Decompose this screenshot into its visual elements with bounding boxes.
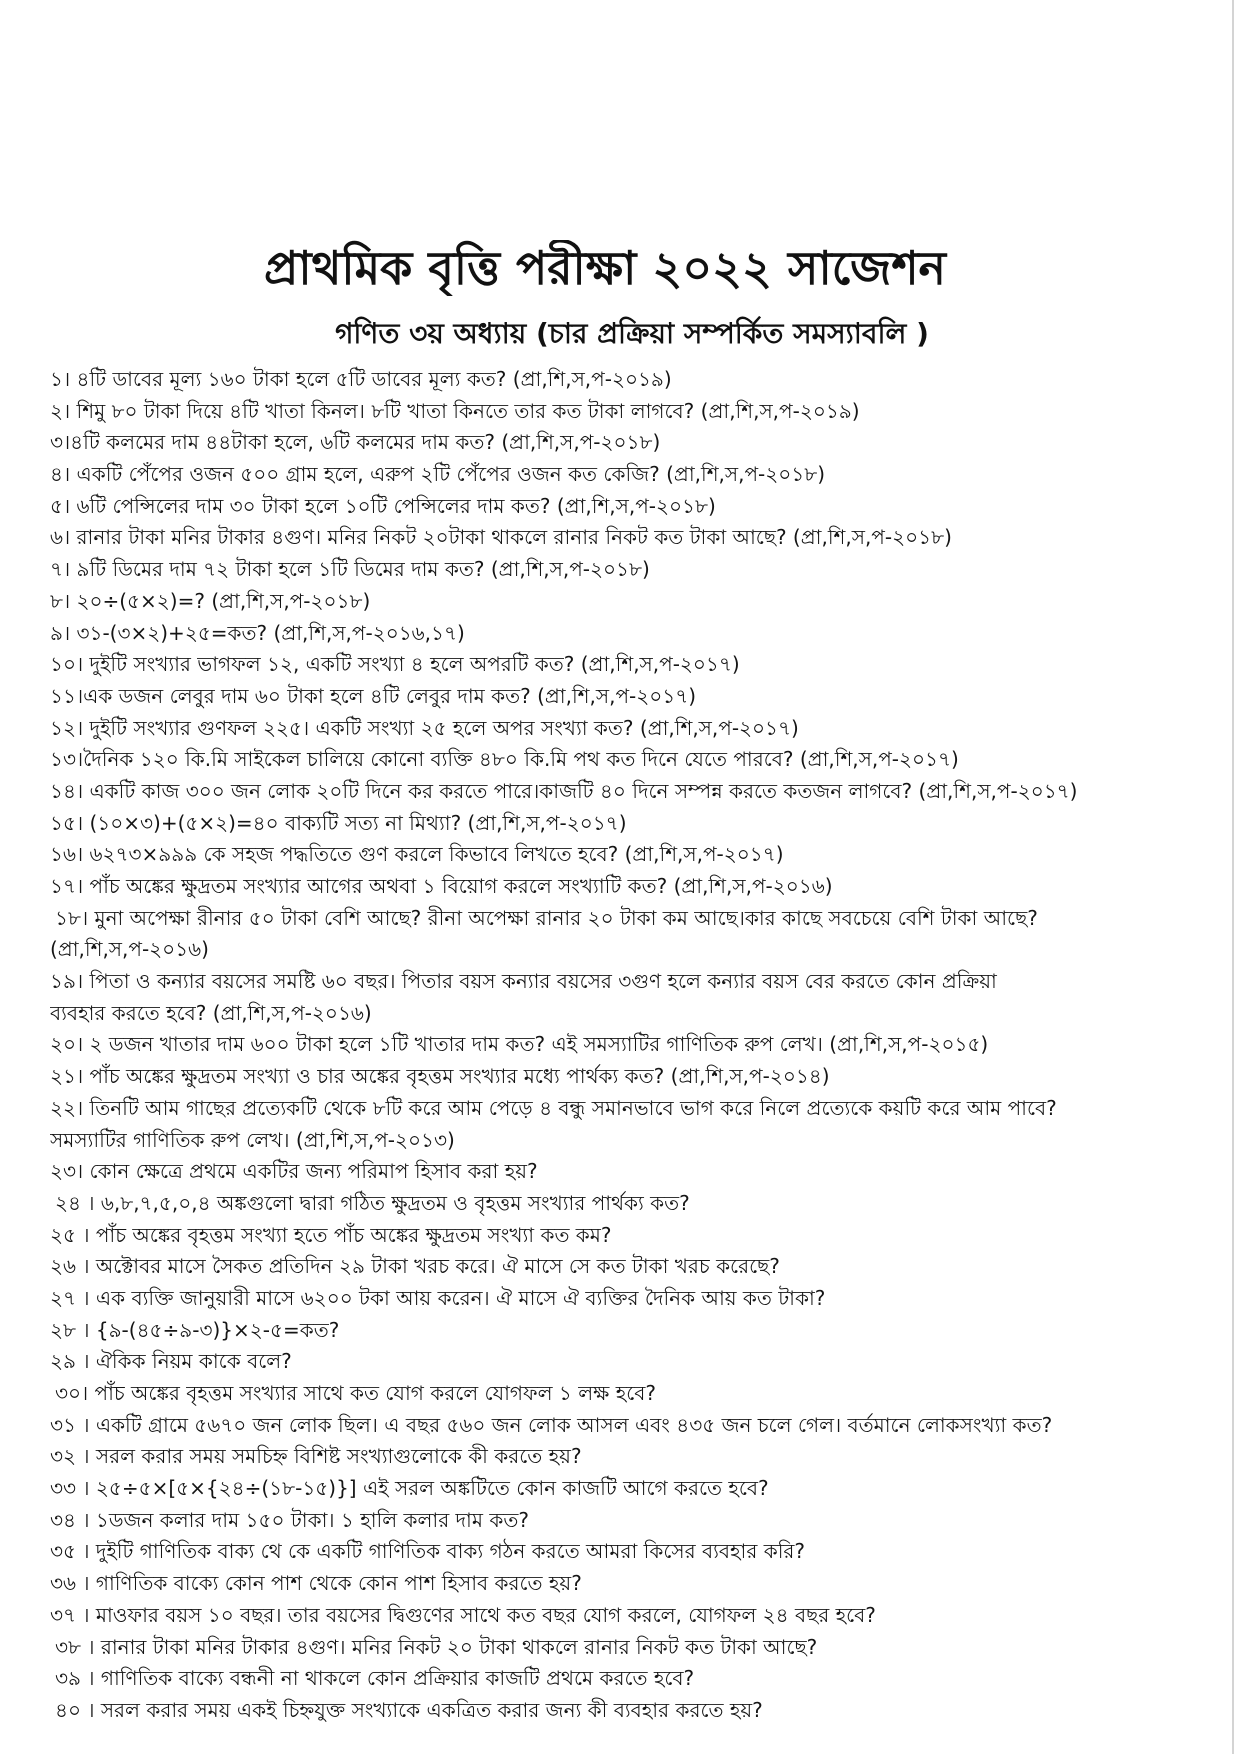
question-12 (50, 713, 1210, 745)
question-line: ৫। ৬টি পেন্সিলের দাম ৩০ টাকা হলে ১০টি পেন্সিলের দাম কত? (প্রা,শি,স,প-২০১৮) (50, 493, 716, 518)
question-35 (50, 1536, 1210, 1568)
question-line: ৩৪ । ১ডজন কলার দাম ১৫০ টাকা। ১ হালি কলার দাম কত? (50, 1507, 529, 1532)
question-line: ১২। দুইটি সংখ্যার গুণফল ২২৫। একটি সংখ্যা ২৫ হলে অপর সংখ্যা কত? (প্রা,শি,স,প-২০১৭) (50, 715, 799, 740)
question-line: ৬। রানার টাকা মনির টাকার ৪গুণ। মনির নিকট ২০টাকা থাকলে রানার নিকট কত টাকা আছে? (প্রা,শি,স,প-২০১৮) (50, 525, 952, 550)
question-25 (50, 1220, 1210, 1252)
page-subtitle: গণিত ৩য় অধ্যায় (চার প্রক্রিয়া সম্পর্কিত সমস্যাবলি ) (335, 317, 929, 350)
question-23 (50, 1156, 1210, 1188)
question-9 (50, 618, 1210, 650)
scan-edge-line (1232, 0, 1234, 1754)
question-21 (50, 1061, 1210, 1093)
question-3 (50, 427, 1210, 459)
question-2 (50, 396, 1210, 428)
question-20 (50, 1029, 1210, 1061)
question-36 (50, 1568, 1210, 1600)
question-26 (50, 1251, 1210, 1283)
question-line: ৩৫ । দুইটি গাণিতিক বাক্য থে কে একটি গাণিতিক বাক্য গঠন করতে আমরা কিসের ব্যবহার করি? (50, 1539, 806, 1564)
question-24 (50, 1188, 1210, 1220)
question-line: ২৮ । {৯-(৪৫÷৯-৩)}×২-৫=কত? (50, 1317, 340, 1342)
question-5 (50, 491, 1210, 523)
question-line: ৮। ২০÷(৫×২)=? (প্রা,শি,স,প-২০১৮) (50, 588, 371, 613)
question-4 (50, 459, 1210, 491)
question-11 (50, 681, 1210, 713)
question-line: ২৪ । ৬,৮,৭,৫,০,৪ অঙ্কগুলো দ্বারা গঠিত ক্ষুদ্রতম ও বৃহত্তম সংখ্যার পার্থক্য কত? (55, 1190, 690, 1215)
question-19 (50, 966, 1210, 1029)
question-line-continued: ব্যবহার করতে হবে? (প্রা,শি,স,প-২০১৬) (50, 1000, 372, 1025)
question-line: ৪। একটি পেঁপের ওজন ৫০০ গ্রাম হলে, এরুপ ২টি পেঁপের ওজন কত কেজি? (প্রা,শি,স,প-২০১৮) (50, 462, 826, 487)
question-39 (50, 1663, 1210, 1695)
question-line: ২৭ । এক ব্যক্তি জানুয়ারী মাসে ৬২০০ টকা আয় করেন। ঐ মাসে ঐ ব্যক্তির দৈনিক আয় কত টাকা? (50, 1285, 826, 1310)
question-10 (50, 649, 1210, 681)
question-13 (50, 744, 1210, 776)
question-17 (50, 871, 1210, 903)
question-38 (50, 1632, 1210, 1664)
question-line: ২০। ২ ডজন খাতার দাম ৬০০ টাকা হলে ১টি খাতার দাম কত? এই সমস্যাটির গাণিতিক রুপ লেখ। (প্রা,শি,স,প-২০১৫) (50, 1032, 989, 1057)
question-line: ২। শিমু ৮০ টাকা দিয়ে ৪টি খাতা কিনল। ৮টি খাতা কিনতে তার কত টাকা লাগবে? (প্রা,শি,স,প-২০১৯) (50, 398, 860, 423)
question-line: ২৬ । অক্টোবর মাসে সৈকত প্রতিদিন ২৯ টাকা খরচ করে। ঐ মাসে সে কত টাকা খরচ করেছে? (50, 1254, 780, 1279)
page-title: প্রাথমিক বৃত্তি পরীক্ষা ২০২২ সাজেশন (263, 241, 947, 295)
question-line: ৩।৪টি কলমের দাম ৪৪টাকা হলে, ৬টি কলমের দাম কত? (প্রা,শি,স,প-২০১৮) (50, 430, 661, 455)
question-34 (50, 1505, 1210, 1537)
question-line: ৩৭ । মাওফার বয়স ১০ বছর। তার বয়সের দ্বিগুণের সাথে কত বছর যোগ করলে, যোগফল ২৪ বছর হবে? (50, 1602, 876, 1627)
question-line: ৩৩ । ২৫÷৫×[৫×{২৪÷(১৮-১৫)}] এই সরল অঙ্কটিতে কোন কাজটি আগে করতে হবে? (50, 1476, 769, 1501)
question-line: ২৯ । ঐকিক নিয়ম কাকে বলে? (50, 1349, 292, 1374)
question-8 (50, 586, 1210, 618)
question-line: ১৮। মুনা অপেক্ষা রীনার ৫০ টাকা বেশি আছে? রীনা অপেক্ষা রানার ২০ টাকা কম আছে।কার কাছে সবচেয়ে বেশি টাকা আছে? (55, 905, 1038, 930)
question-line: ১৭। পাঁচ অঙ্কের ক্ষুদ্রতম সংখ্যার আগের অথবা ১ বিয়োগ করলে সংখ্যাটি কত? (প্রা,শি,স,প-২০১৬) (50, 874, 833, 898)
question-line: ১৬। ৬২৭৩×৯৯৯ কে সহজ পদ্ধতিতে গুণ করলে কিভাবে লিখতে হবে? (প্রা,শি,স,প-২০১৭) (50, 842, 784, 867)
question-31 (50, 1410, 1210, 1442)
question-14 (50, 776, 1210, 808)
question-37 (50, 1600, 1210, 1632)
question-28 (50, 1315, 1210, 1347)
question-15 (50, 808, 1210, 840)
question-line: ৩২ । সরল করার সময় সমচিহ্ন বিশিষ্ট সংখ্যাগুলোকে কী করতে হয়? (50, 1444, 582, 1469)
question-22 (50, 1093, 1210, 1156)
question-line: ৯। ৩১-(৩×২)+২৫=কত? (প্রা,শি,স,প-২০১৬,১৭) (50, 620, 465, 645)
question-line: ৩৬ । গাণিতিক বাক্যে কোন পাশ থেকে কোন পাশ হিসাব করতে হয়? (50, 1571, 582, 1596)
question-16 (50, 839, 1210, 871)
question-1 (50, 364, 1210, 396)
question-line: ২২। তিনটি আম গাছের প্রত্যেকটি থেকে ৮টি করে আম পেড়ে ৪ বন্ধু সমানভাবে ভাগ করে নিলে প্রত্যেকে কয়টি করে আম পাবে? (50, 1095, 1057, 1120)
question-27 (50, 1283, 1210, 1315)
question-line: ২৫ । পাঁচ অঙ্কের বৃহত্তম সংখ্যা হতে পাঁচ অঙ্কের ক্ষুদ্রতম সংখ্যা কত কম? (50, 1222, 612, 1247)
question-6 (50, 522, 1210, 554)
question-29 (50, 1346, 1210, 1378)
question-33 (50, 1473, 1210, 1505)
question-line-continued: সমস্যাটির গাণিতিক রুপ লেখ। (প্রা,শি,স,প-২০১৩) (50, 1127, 455, 1152)
question-line-continued: (প্রা,শি,স,প-২০১৬) (50, 937, 209, 962)
question-list (50, 364, 1210, 1727)
question-line: ৩০। পাঁচ অঙ্কের বৃহত্তম সংখ্যার সাথে কত যোগ করলে যোগফল ১ লক্ষ হবে? (55, 1381, 657, 1405)
question-40 (50, 1695, 1210, 1727)
question-line: ২১। পাঁচ অঙ্কের ক্ষুদ্রতম সংখ্যা ও চার অঙ্কের বৃহত্তম সংখ্যার মধ্যে পার্থক্য কত? (প্রা,শি,স,প-২০১৪) (50, 1064, 830, 1089)
question-line: ২৩। কোন ক্ষেত্রে প্রথমে একটির জন্য পরিমাপ হিসাব করা হয়? (50, 1159, 538, 1184)
question-line: ১৩।দৈনিক ১২০ কি.মি সাইকেল চালিয়ে কোনো ব্যক্তি ৪৮০ কি.মি পথ কত দিনে যেতে পারবে? (প্রা,শি,স,প-২০১৭) (50, 747, 959, 772)
question-18 (50, 903, 1210, 966)
question-line: ৩১ । একটি গ্রামে ৫৬৭০ জন লোক ছিল। এ বছর ৫৬০ জন লোক আসল এবং ৪৩৫ জন চলে গেল। বর্তমানে লোকসংখ্যা কত? (50, 1412, 1053, 1437)
question-line: ১৫। (১০×৩)+(৫×২)=৪০ বাক্যটি সত্য না মিথ্যা? (প্রা,শি,স,প-২০১৭) (50, 810, 627, 835)
question-line: ৩৮ । রানার টাকা মনির টাকার ৪গুণ। মনির নিকট ২০ টাকা থাকলে রানার নিকট কত টাকা আছে? (55, 1634, 818, 1659)
question-line: ৪০ । সরল করার সময় একই চিহ্নযুক্ত সংখ্যাকে একত্রিত করার জন্য কী ব্যবহার করতে হয়? (55, 1697, 763, 1722)
question-32 (50, 1441, 1210, 1473)
question-line: ১৪। একটি কাজ ৩০০ জন লোক ২০টি দিনে কর করতে পারে।কাজটি ৪০ দিনে সম্পন্ন করতে কতজন লাগবে? (প্রা,শি,স,প-২০১৭) (50, 778, 1078, 803)
question-line: ৩৯ । গাণিতিক বাক্যে বন্ধনী না থাকলে কোন প্রক্রিয়ার কাজটি প্রথমে করতে হবে? (55, 1666, 695, 1691)
question-line: ১১।এক ডজন লেবুর দাম ৬০ টাকা হলে ৪টি লেবুর দাম কত? (প্রা,শি,স,প-২০১৭) (50, 683, 697, 708)
question-line: ১০। দুইটি সংখ্যার ভাগফল ১২, একটি সংখ্যা ৪ হলে অপরটি কত? (প্রা,শি,স,প-২০১৭) (50, 652, 740, 677)
question-line: ১৯। পিতা ও কন্যার বয়সের সমষ্টি ৬০ বছর। পিতার বয়স কন্যার বয়সের ৩গুণ হলে কন্যার বয়স বের করতে কোন প্রক্রিয়া (50, 969, 997, 994)
question-30 (50, 1378, 1210, 1410)
question-line: ১। ৪টি ডাবের মূল্য ১৬০ টাকা হলে ৫টি ডাবের মূল্য কত? (প্রা,শি,স,প-২০১৯) (50, 367, 672, 391)
question-7 (50, 554, 1210, 586)
question-line: ৭। ৯টি ডিমের দাম ৭২ টাকা হলে ১টি ডিমের দাম কত? (প্রা,শি,স,প-২০১৮) (50, 557, 650, 582)
